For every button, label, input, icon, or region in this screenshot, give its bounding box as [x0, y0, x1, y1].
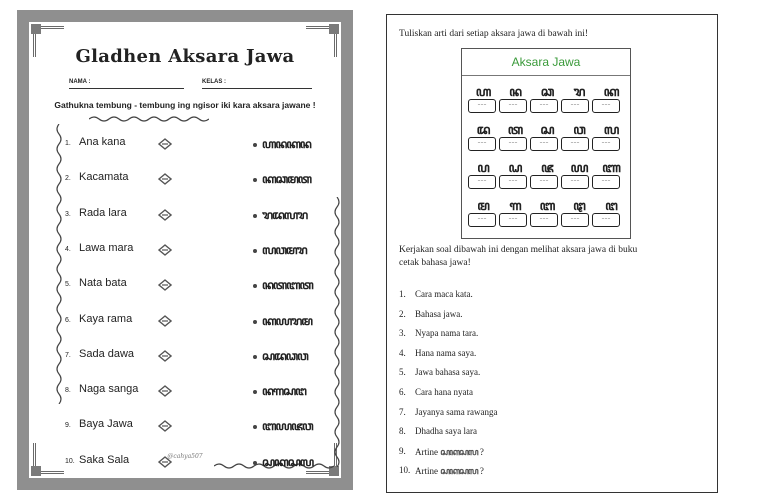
aksara-glyph: ꦏ — [603, 85, 619, 100]
answer-box[interactable]: ...... — [468, 137, 496, 151]
question-number: 4. — [399, 347, 406, 358]
aksara-glyph: ꦱ — [540, 123, 554, 138]
answer-box[interactable]: ...... — [468, 175, 496, 189]
match-aksara-word: ꦱꦢꦣꦮ — [262, 348, 308, 363]
answer-box[interactable]: ...... — [499, 213, 527, 227]
aksara-row — [468, 195, 626, 233]
match-dot-icon[interactable] — [253, 425, 257, 429]
question-item — [399, 289, 699, 303]
match-word: Nata bata — [79, 277, 127, 290]
match-aksara-word: ꦭꦮꦩꦫ — [262, 242, 307, 257]
match-word: Naga sanga — [79, 383, 139, 396]
aksara-glyph: ꦭ — [603, 123, 619, 138]
answer-box[interactable]: ...... — [530, 213, 558, 227]
question-number: 3. — [399, 328, 406, 339]
answer-box-row — [468, 99, 626, 115]
aksara-row — [468, 81, 626, 119]
aksara-table-title: Aksara Jawa — [462, 49, 630, 76]
match-number: 8. — [65, 387, 71, 395]
answer-box[interactable]: ...... — [561, 99, 589, 113]
aksara-glyph: ꦠ — [507, 123, 523, 138]
question-item — [399, 387, 699, 401]
match-aksara-word: ꦏꦪꦫꦩ — [262, 313, 312, 328]
aksara-glyph: ꦧ — [539, 199, 555, 214]
question-text: Dhadha saya lara — [415, 426, 477, 437]
aksara-glyph: ꦚ — [602, 161, 620, 176]
match-number: 5. — [65, 281, 71, 289]
aksara-glyph: ꦩ — [477, 199, 489, 214]
answer-box[interactable]: ...... — [468, 99, 496, 113]
answer-box-row — [468, 137, 626, 153]
question-number: 9. — [399, 445, 406, 456]
match-word: Lawa mara — [79, 241, 134, 254]
match-number: 7. — [65, 351, 71, 359]
question-text: Nyapa nama tara. — [415, 328, 479, 339]
aksara-glyph: ꦝ — [508, 161, 522, 176]
match-aksara-word: ꦫꦢꦭꦫ — [262, 207, 308, 222]
answer-box[interactable]: ...... — [530, 137, 558, 151]
question-text: Artine ꦱꦏꦱꦭ ? — [415, 446, 484, 458]
match-row — [65, 416, 335, 436]
author-credit: @cahya507 — [167, 453, 203, 460]
match-word: Rada lara — [79, 206, 127, 219]
answer-box[interactable]: ...... — [561, 213, 589, 227]
arrow-right-icon[interactable] — [158, 243, 172, 257]
match-dot-icon[interactable] — [253, 143, 257, 147]
match-dot-icon[interactable] — [253, 390, 257, 394]
match-dot-icon[interactable] — [253, 284, 257, 288]
match-number: 1. — [65, 140, 71, 147]
question-item — [399, 367, 699, 381]
aksara-glyph: ꦥ — [477, 161, 489, 176]
arrow-right-icon[interactable] — [158, 384, 172, 398]
right-worksheet — [386, 14, 718, 493]
left-worksheet — [17, 10, 353, 490]
frame-ornament-icon — [31, 24, 41, 34]
kelas-input-line[interactable] — [202, 88, 312, 89]
question-text: Cara hana nyata — [415, 387, 473, 397]
question-item — [399, 446, 699, 460]
answer-box[interactable]: ...... — [468, 213, 496, 227]
question-item — [399, 328, 699, 342]
arrow-right-icon[interactable] — [158, 278, 172, 292]
aksara-glyph: ꦕ — [540, 85, 554, 100]
arrow-right-icon[interactable] — [158, 349, 172, 363]
match-word: Ana kana — [79, 136, 126, 148]
kelas-label: KELAS : — [202, 79, 226, 85]
answer-box[interactable]: ...... — [499, 137, 527, 151]
match-number: 6. — [65, 316, 71, 324]
aksara-glyph-row — [468, 157, 626, 175]
answer-box[interactable]: ...... — [499, 99, 527, 113]
match-dot-icon[interactable] — [253, 320, 257, 324]
question-item — [399, 465, 699, 479]
match-dot-icon[interactable] — [253, 178, 257, 182]
aksara-glyph: ꦮ — [573, 123, 585, 138]
name-class-fields — [69, 79, 311, 93]
frame-ornament-icon — [329, 24, 339, 34]
answer-box[interactable]: ...... — [592, 137, 620, 151]
match-row — [65, 381, 335, 401]
question-text: Artine ꦱꦏꦱꦭ ? — [415, 466, 484, 478]
aksara-glyph-row — [468, 195, 626, 213]
aksara-row — [468, 157, 626, 195]
question-item — [399, 348, 699, 362]
answer-box[interactable]: ...... — [592, 175, 620, 189]
arrow-right-icon[interactable] — [158, 208, 172, 222]
question-mark: ? — [479, 466, 484, 477]
match-aksara-word: ꦤꦒꦱꦔ — [262, 384, 306, 399]
aksara-glyph: ꦒ — [509, 199, 521, 214]
match-row — [65, 275, 335, 295]
match-row — [65, 240, 335, 260]
match-word: Kacamata — [79, 171, 129, 184]
nama-input-line[interactable] — [69, 88, 184, 89]
answer-box[interactable]: ...... — [592, 213, 620, 227]
match-row — [65, 134, 335, 154]
arrow-right-icon[interactable] — [158, 314, 172, 328]
question-text: Cara maca kata. — [415, 289, 473, 299]
answer-box-row — [468, 175, 626, 191]
match-row — [65, 205, 335, 225]
answer-box[interactable]: ...... — [561, 175, 589, 189]
aksara-glyph: ꦤ — [509, 85, 521, 100]
match-aksara-word: ꦲꦤꦏꦤ — [262, 137, 311, 151]
match-word: Baya Jawa — [79, 418, 133, 431]
arrow-right-icon[interactable] — [158, 137, 172, 151]
answer-box[interactable]: ...... — [499, 175, 527, 189]
match-number: 4. — [65, 245, 71, 253]
match-aksara-word: ꦧꦪꦗꦮ — [262, 419, 313, 434]
aksara-glyph: ꦲ — [475, 85, 491, 100]
aksara-glyph: ꦗ — [541, 161, 553, 176]
answer-box-row — [468, 213, 626, 229]
aksara-glyph: ꦛ — [573, 199, 585, 214]
aksara-glyph: ꦢ — [476, 123, 490, 138]
wavy-border-icon — [55, 124, 63, 404]
question-item — [399, 309, 699, 323]
question-item — [399, 426, 699, 440]
question-item — [399, 407, 699, 421]
question-number: 6. — [399, 387, 406, 397]
question-aksara: ꦱꦏꦱꦭ — [440, 447, 478, 458]
question-number: 5. — [399, 367, 406, 378]
match-word: Sada dawa — [79, 347, 135, 360]
match-number: 10. — [65, 457, 75, 465]
question-text: Hana nama saya. — [415, 347, 477, 358]
answer-box[interactable]: ...... — [530, 175, 558, 189]
question-aksara: ꦱꦏꦱꦭ — [440, 467, 478, 478]
question-text: Jawa bahasa saya. — [415, 367, 481, 378]
translate-instruction: Tuliskan arti dari setiap aksara jawa di bawah ini! — [399, 29, 589, 39]
left-worksheet-page — [29, 22, 341, 478]
match-dot-icon[interactable] — [253, 249, 257, 253]
wavy-divider-icon — [89, 115, 209, 123]
aksara-glyph-row — [468, 81, 626, 99]
question-text: Bahasa jawa. — [415, 308, 463, 319]
question-number: 1. — [399, 289, 406, 299]
match-number: 9. — [65, 422, 71, 430]
question-text: Jayanya sama rawanga — [415, 406, 498, 417]
matching-instruction: Gathukna tembung - tembung ing ngisor iki kara aksara jawane ! — [54, 100, 316, 110]
frame-ornament-icon — [31, 466, 41, 476]
match-word: Kaya rama — [79, 312, 133, 325]
aksara-glyph-row — [468, 119, 626, 137]
match-aksara-word: ꦏꦕꦩꦠ — [262, 172, 312, 187]
answer-box[interactable]: ...... — [561, 137, 589, 151]
match-aksara-word: ꦱꦏꦱꦭ — [262, 454, 314, 469]
arrow-right-icon[interactable] — [158, 419, 172, 433]
nama-label: NAMA : — [69, 79, 91, 85]
match-row — [65, 169, 335, 189]
match-aksara-word: ꦤꦠꦧꦠ — [262, 278, 313, 293]
match-row — [65, 346, 335, 366]
match-row — [65, 311, 335, 331]
aksara-glyph: ꦫ — [573, 85, 585, 100]
match-number: 3. — [65, 210, 71, 218]
match-dot-icon[interactable] — [253, 461, 257, 465]
arrow-right-icon[interactable] — [158, 172, 172, 186]
aksara-glyph: ꦪ — [570, 161, 588, 176]
question-number: 7. — [399, 406, 406, 417]
aksara-row — [468, 119, 626, 157]
exercise-instruction: Kerjakan soal dibawah ini dengan melihat aksara jawa di buku cetak bahasa jawa! — [399, 245, 638, 268]
answer-box[interactable]: ...... — [592, 99, 620, 113]
question-number: 8. — [399, 426, 406, 437]
question-number: 10. — [399, 465, 411, 476]
aksara-glyph: ꦔ — [605, 199, 617, 214]
match-number: 2. — [65, 175, 71, 183]
worksheet-title: Gladhen Aksara Jawa — [75, 46, 295, 67]
match-word: Saka Sala — [79, 453, 130, 466]
question-number: 2. — [399, 308, 406, 319]
answer-box[interactable]: ...... — [530, 99, 558, 113]
aksara-table — [461, 48, 631, 239]
match-dot-icon[interactable] — [253, 214, 257, 218]
match-dot-icon[interactable] — [253, 355, 257, 359]
question-mark: ? — [479, 446, 484, 457]
